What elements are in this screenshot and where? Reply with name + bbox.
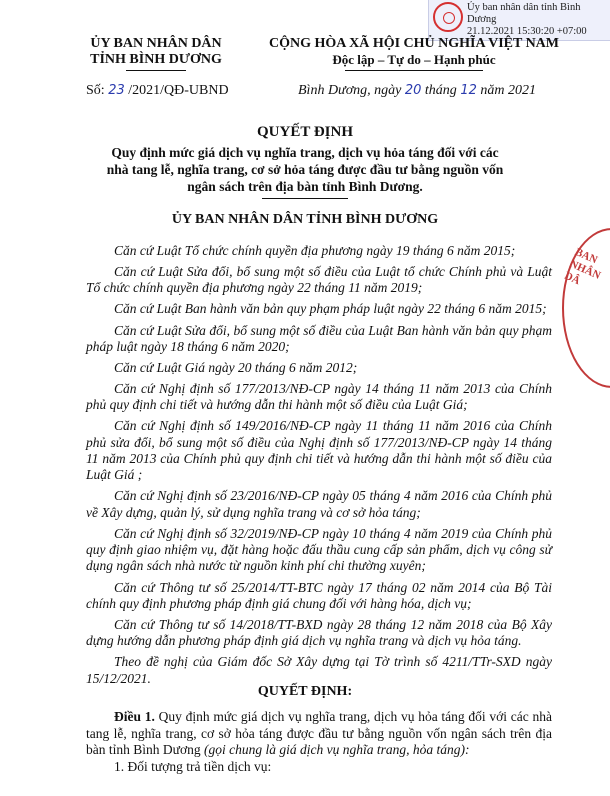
issuing-authority: ỦY BAN NHÂN DÂN TỈNH BÌNH DƯƠNG <box>171 212 439 227</box>
subtitle-rule <box>262 198 348 199</box>
signature-timestamp: 21.12.2021 15:30:20 +07:00 <box>467 26 587 37</box>
year-label: năm 2021 <box>476 83 536 98</box>
place-date <box>298 83 536 99</box>
date-day: 20 <box>404 83 422 98</box>
issuer-underline <box>126 70 186 71</box>
seal-icon <box>433 2 463 32</box>
issuer-line-2: TỈNH BÌNH DƯƠNG <box>90 52 222 67</box>
article-1-label: Điều 1. <box>114 709 155 724</box>
document-number <box>86 83 229 99</box>
national-title: CỘNG HÒA XÃ HỘI CHỦ NGHĨA VIỆT NAM <box>268 36 559 51</box>
legal-bases <box>86 243 552 692</box>
document-title: QUYẾT ĐỊNH <box>257 124 353 140</box>
issuer-line-1: ỦY BAN NHÂN DÂN <box>90 36 222 51</box>
doc-number-handwritten: 23 <box>108 83 125 98</box>
month-label: tháng <box>421 83 461 98</box>
issuer-header <box>56 36 256 71</box>
legal-basis-item: Căn cứ Nghị định số 149/2016/NĐ-CP ngày 11 tháng 11 năm 2016 của Chính phủ sửa đổi, bổ sung một số điều của Nghị định số 177/2013/NĐ-CP ngày 14 tháng 11 năm 2013 của Chính phủ quy định chi tiết và hướng dẫn thi hành một số điều của Luật Giá ; <box>86 418 552 483</box>
legal-basis-item: Căn cứ Nghị định số 23/2016/NĐ-CP ngày 05 tháng 4 năm 2016 của Chính phủ về Xây dựng, quản lý, sử dụng nghĩa trang và cơ sở hỏa táng; <box>86 488 552 520</box>
signature-signer: Ủy ban nhân dân tỉnh Bình Dương <box>467 2 581 25</box>
legal-basis-item: Căn cứ Thông tư số 25/2014/TT-BTC ngày 17 tháng 02 năm 2014 của Bộ Tài chính quy định phương pháp định giá chung đối với hàng hóa, dịch vụ; <box>86 579 552 611</box>
legal-basis-item: Căn cứ Nghị định số 32/2019/NĐ-CP ngày 10 tháng 4 năm 2019 của Chính phủ quy định giao nhiệm vụ, đặt hàng hoặc đấu thầu cung cấp sản phẩm, dịch vụ công sử dụng ngân sách nhà nước từ nguồn kinh phí chi thường xuyên; <box>86 525 552 574</box>
article-1-body: Quy định mức giá dịch vụ nghĩa trang, dịch vụ hỏa táng đối với các nhà tang lễ, nghĩa trang, cơ sở hỏa táng được đầu tư bằng nguồn vốn ngân sách trên địa bàn tỉnh Bình Dương <box>86 709 552 757</box>
article-1-note: (gọi chung là giá dịch vụ nghĩa trang, hỏa táng): <box>203 742 470 757</box>
legal-basis-item: Theo đề nghị của Giám đốc Sở Xây dựng tại Tờ trình số 4211/TTr-SXD ngày 15/12/2021. <box>86 654 552 686</box>
legal-basis-item: Căn cứ Nghị định số 177/2013/NĐ-CP ngày 14 tháng 11 năm 2013 của Chính phủ quy định chi tiết và hướng dẫn thi hành một số điều của Luật Giá; <box>86 381 552 413</box>
article-1-text <box>86 709 552 759</box>
legal-basis-item: Căn cứ Luật Ban hành văn bản quy phạm pháp luật ngày 22 tháng 6 năm 2015; <box>114 301 547 317</box>
legal-basis-item: Căn cứ Luật Tổ chức chính quyền địa phương ngày 19 tháng 6 năm 2015; <box>114 243 516 258</box>
document-subtitle: Quy định mức giá dịch vụ nghĩa trang, dịch vụ hỏa táng đối với các nhà tang lễ, nghĩa trang, cơ sở hỏa táng được đầu tư bằng nguồn vốn ngân sách trên địa bàn tỉnh Bình Dương. <box>106 145 504 194</box>
doc-number-prefix: Số: <box>86 83 109 98</box>
date-month: 12 <box>460 83 477 98</box>
article-1-item-1: 1. Đối tượng trả tiền dịch vụ: <box>114 758 272 774</box>
legal-basis-item: Căn cứ Luật Sửa đổi, bổ sung một số điều của Luật tổ chức Chính phủ và Luật Tổ chức chính quyền địa phương ngày 22 tháng 11 năm 2019; <box>86 264 552 296</box>
legal-basis-item: Căn cứ Thông tư số 14/2018/TT-BXD ngày 28 tháng 12 năm 2018 của Bộ Xây dựng hướng dẫn phương pháp định giá dịch vụ nghĩa trang và dịch vụ hỏa táng. <box>86 616 552 649</box>
article-1 <box>86 709 552 775</box>
national-header <box>256 36 572 71</box>
decision-heading: QUYẾT ĐỊNH: <box>257 684 353 699</box>
national-motto: Độc lập – Tự do – Hạnh phúc <box>332 52 496 67</box>
digital-signature-box <box>428 0 610 41</box>
place-label: Bình Dương, ngày <box>298 83 405 98</box>
legal-basis-item: Căn cứ Luật Sửa đổi, bổ sung một số điều của Luật Ban hành văn bản quy phạm pháp luật ngày 18 tháng 6 năm 2020; <box>86 322 552 354</box>
stamp-text: BAN NHÂN DÂ <box>562 246 603 288</box>
motto-underline <box>345 70 483 71</box>
legal-basis-item: Căn cứ Luật Giá ngày 20 tháng 6 năm 2012; <box>114 359 358 375</box>
doc-number-suffix: /2021/QĐ-UBND <box>124 83 229 98</box>
